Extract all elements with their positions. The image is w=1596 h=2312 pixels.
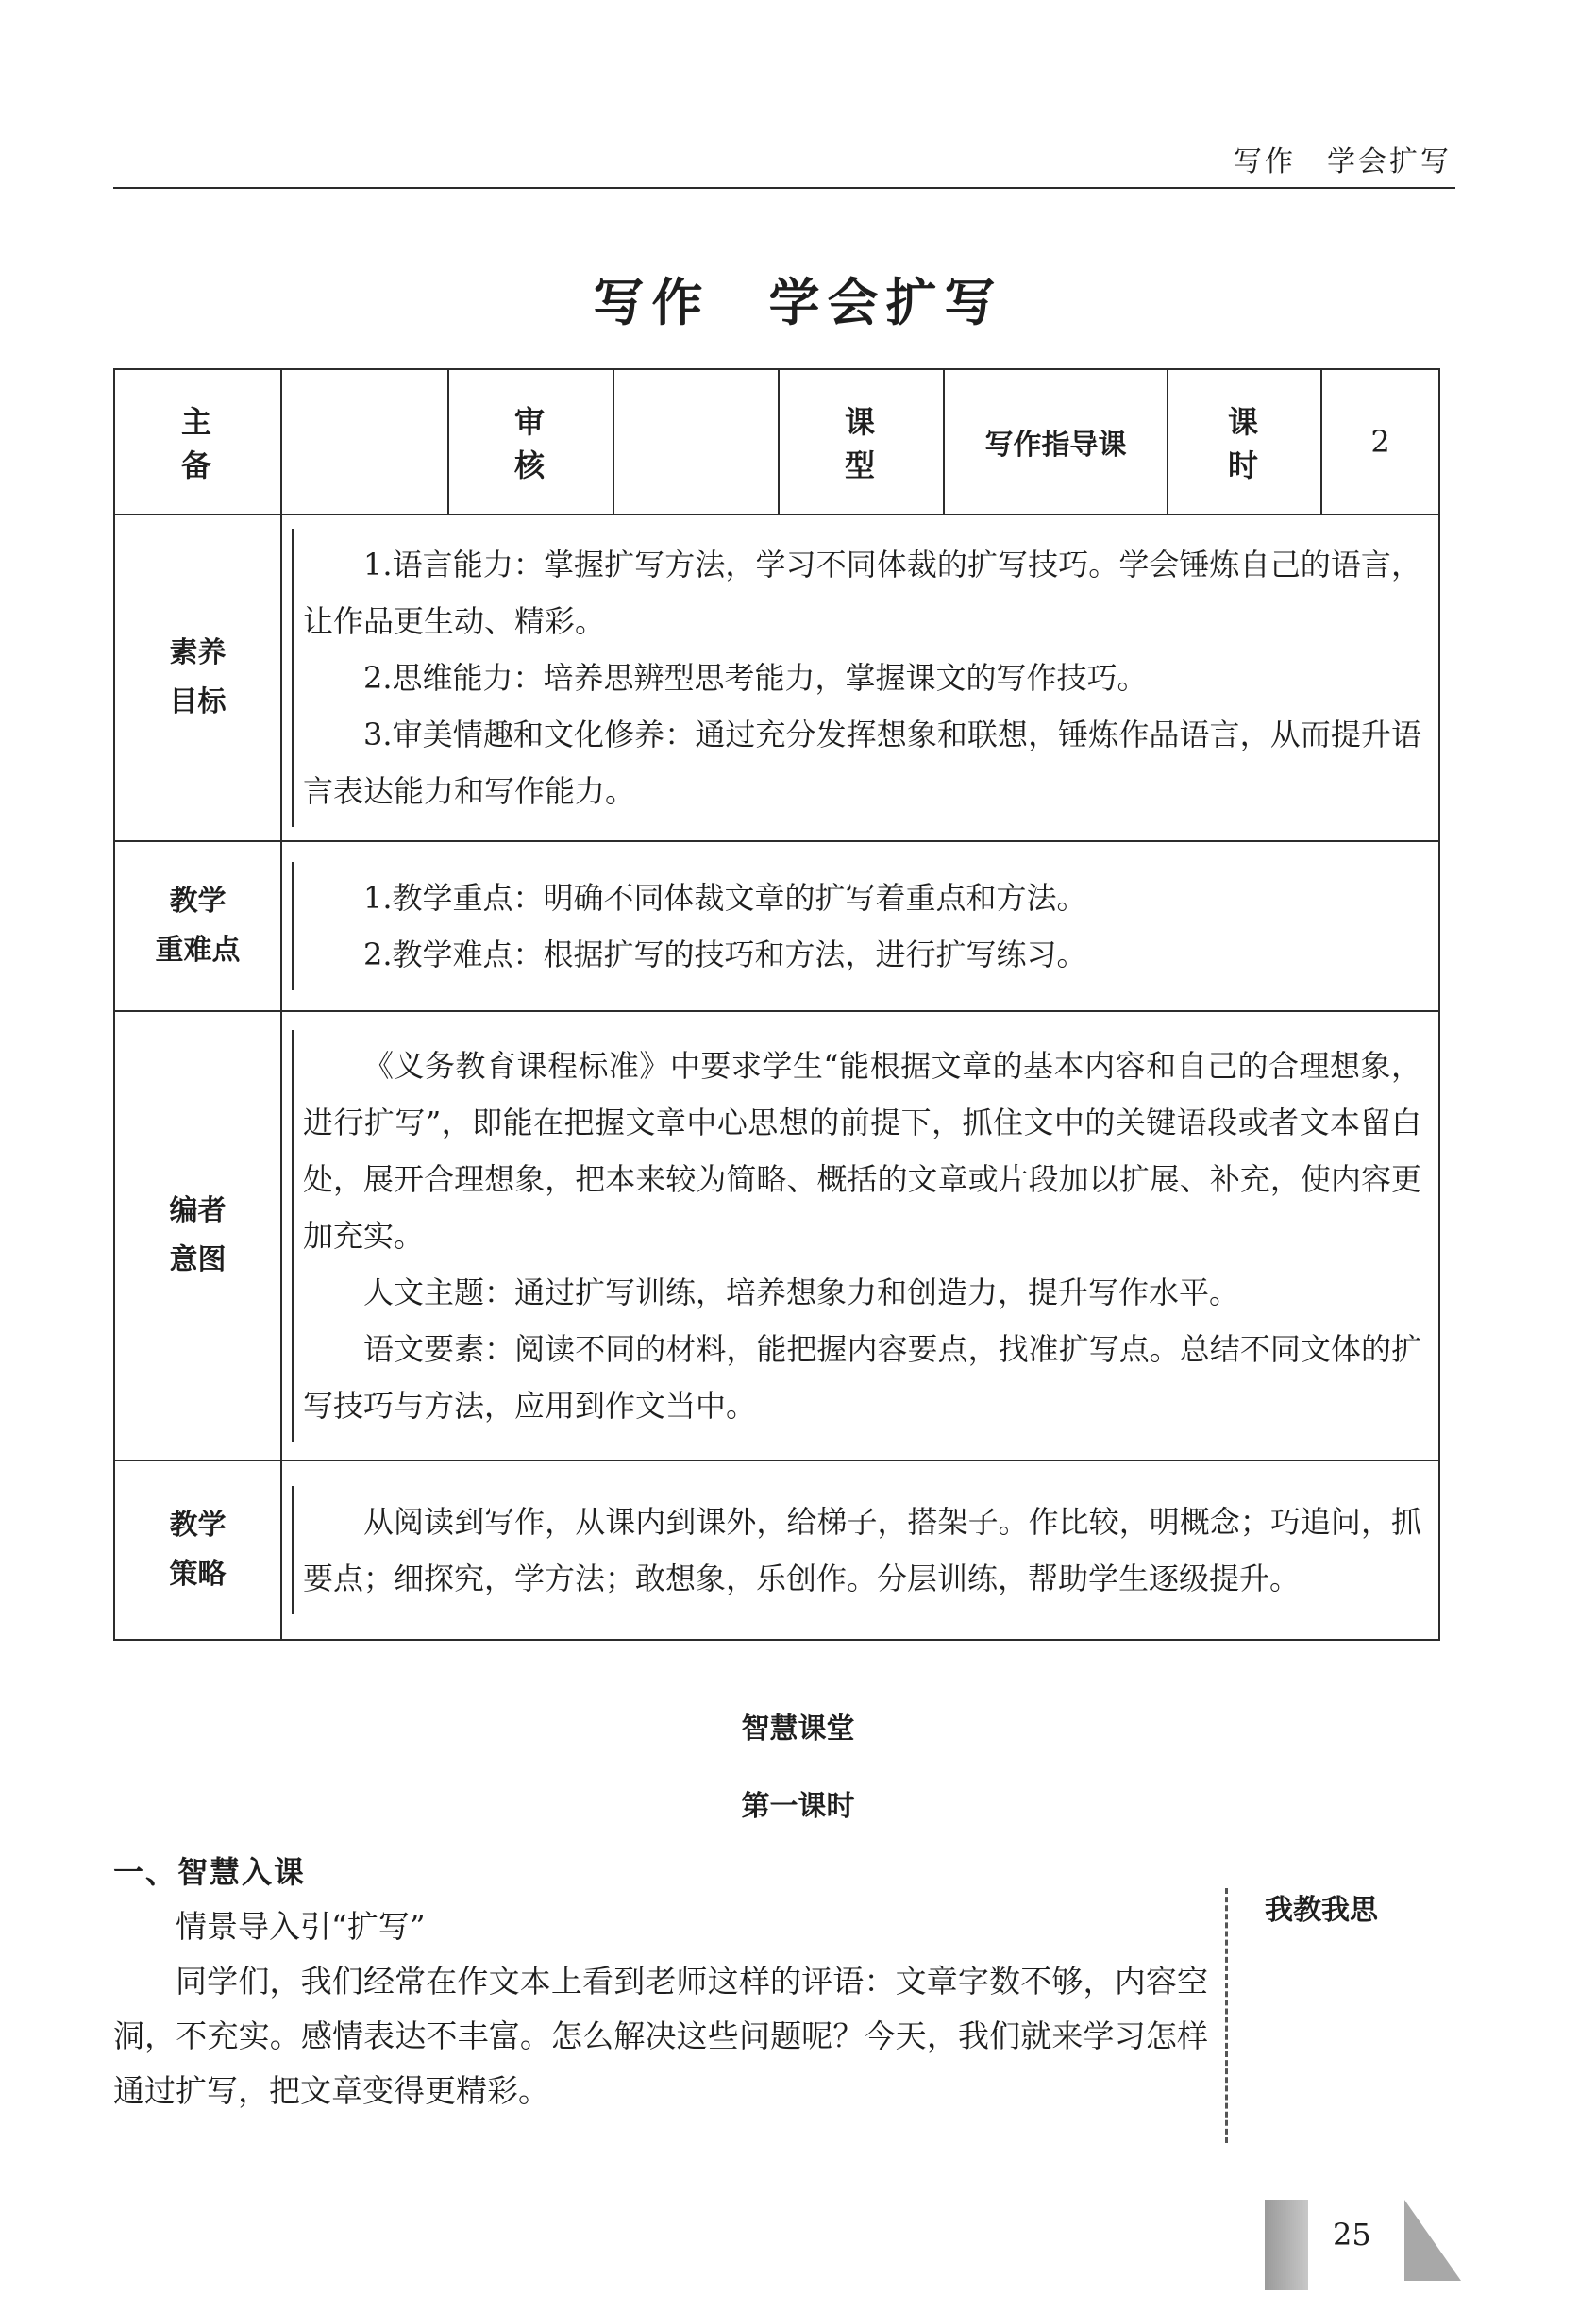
row-celue <box>114 1460 1439 1640</box>
margin-note: 我教我思 <box>1265 1894 1378 1927</box>
paragraph: 3.审美情趣和文化修养：通过充分发挥想象和联想，锤炼作品语言，从而提升语言表达能力和写作能力。 <box>303 717 1421 809</box>
zhubei-label: 主 备 <box>114 369 281 515</box>
heading-1: 一、智慧入课 <box>113 1854 307 1890</box>
row-label: 素养 目标 <box>114 515 281 841</box>
paragraph: 1.教学重点：明确不同体裁文章的扩写着重点和方法。 <box>363 880 1087 916</box>
paragraph: 从阅读到写作，从课内到课外，给梯子，搭架子。作比较，明概念；巧追问，抓要点；细探究，学方法；敢想象，乐创作。分层训练，帮助学生逐级提升。 <box>303 1504 1421 1596</box>
header-row <box>114 369 1439 515</box>
page-number: 25 <box>1333 2217 1371 2253</box>
row-label: 教学 策略 <box>114 1460 281 1640</box>
shenhe-label: 审 核 <box>448 369 613 515</box>
row-label: 教学 重难点 <box>114 841 281 1011</box>
paragraph: 《义务教育课程标准》中要求学生“能根据文章的基本内容和自己的合理想象，进行扩写”，即能在把握文章中心思想的前提下，抓住文中的关键语段或者文本留白处，展开合理想象，把本来较为简略、概括的文章或片段加以扩展、补充，使内容更加充实。 <box>303 1048 1421 1254</box>
row-label: 编者 意图 <box>114 1011 281 1460</box>
paragraph: 1.语言能力：掌握扩写方法，学习不同体裁的扩写技巧。学会锤炼自己的语言，让作品更生动、精彩。 <box>303 547 1421 639</box>
kexing-value: 写作指导课 <box>944 369 1168 515</box>
lesson-info-table <box>113 368 1440 1641</box>
keshi-label: 课 时 <box>1168 369 1321 515</box>
paragraph: 情景导入引“扩写” <box>176 1908 426 1945</box>
page-tab-decoration <box>1265 2200 1308 2290</box>
section-title: 智慧课堂 <box>741 1713 855 1746</box>
margin-divider <box>1225 1888 1228 2143</box>
shenhe-value <box>613 369 779 515</box>
paragraph: 人文主题：通过扩写训练，培养想象力和创造力，提升写作水平。 <box>363 1274 1240 1310</box>
row-bianzhe-yitu <box>114 1011 1439 1460</box>
keshi-value: 2 <box>1321 369 1439 515</box>
zhubei-value <box>281 369 448 515</box>
paragraph: 语文要素：阅读不同的材料，能把握内容要点，找准扩写点。总结不同文体的扩写技巧与方法，应用到作文当中。 <box>303 1331 1421 1424</box>
row-suyang <box>114 515 1439 841</box>
row-zhongnandian <box>114 841 1439 1011</box>
running-head <box>113 130 1455 189</box>
paragraph: 2.教学难点：根据扩写的技巧和方法，进行扩写练习。 <box>363 937 1087 972</box>
kexing-label: 课 型 <box>779 369 944 515</box>
body-text <box>113 1899 1208 2118</box>
lesson-title: 第一课时 <box>741 1790 855 1823</box>
running-head-text: 写作 学会扩写 <box>1234 145 1452 178</box>
page-title: 写作 学会扩写 <box>593 272 1003 332</box>
paragraph: 同学们，我们经常在作文本上看到老师这样的评语：文章字数不够，内容空洞，不充实。感情表达不丰富。怎么解决这些问题呢？今天，我们就来学习怎样通过扩写，把文章变得更精彩。 <box>113 1963 1208 2109</box>
corner-triangle-icon <box>1404 2200 1461 2290</box>
paragraph: 2.思维能力：培养思辨型思考能力，掌握课文的写作技巧。 <box>363 660 1148 696</box>
